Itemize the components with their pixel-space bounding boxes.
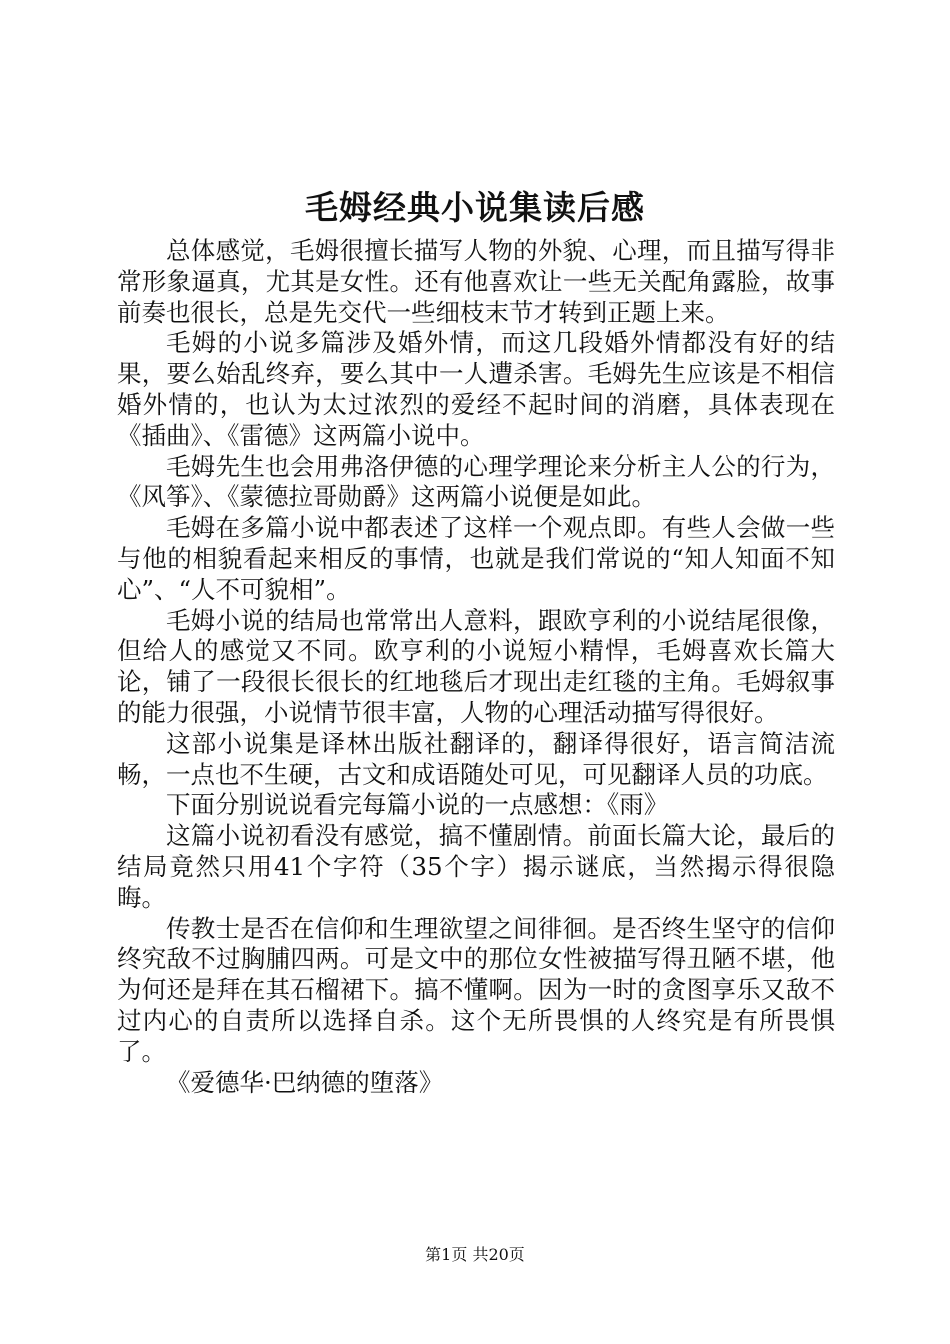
paragraph: 总体感觉，毛姆很擅长描写人物的外貌、心理，而且描写得非常形象逼真，尤其是女性。还有他喜欢让一些无关配角露脸，故事前奏也很长，总是先交代一些细枝末节才转到正题上来。 [117,236,835,327]
document-body [117,236,835,1098]
document-title: 毛姆经典小说集读后感 [305,188,645,227]
paragraph: 毛姆小说的结局也常常出人意料，跟欧亨利的小说结尾很像，但给人的感觉又不同。欧亨利的小说短小精悍，毛姆喜欢长篇大论，铺了一段很长很长的红地毯后才现出走红毯的主角。毛姆叙事的能力很强，小说情节很丰富，人物的心理活动描写得很好。 [117,605,835,727]
paragraph: 《爱德华·巴纳德的堕落》 [166,1067,444,1097]
paragraph: 传教士是否在信仰和生理欲望之间徘徊。是否终生坚守的信仰终究敌不过胸脯四两。可是文中的那位女性被描写得丑陋不堪，他为何还是拜在其石榴裙下。搞不懂啊。因为一时的贪图享乐又敌不过内心的自责所以选择自杀。这个无所畏惧的人终究是有所畏惧了。 [117,913,835,1066]
paragraph: 毛姆的小说多篇涉及婚外情，而这几段婚外情都没有好的结果，要么始乱终弃，要么其中一人遭杀害。毛姆先生应该是不相信婚外情的，也认为太过浓烈的爱经不起时间的消磨，具体表现在《插曲》、《雷德》这两篇小说中。 [117,328,835,450]
page-footer [0,1244,950,1266]
paragraph: 下面分别说说看完每篇小说的一点感想：《雨》 [166,790,669,820]
paragraph: 这部小说集是译林出版社翻译的，翻译得很好，语言简洁流畅，一点也不生硬，古文和成语随处可见，可见翻译人员的功底。 [117,728,835,789]
page-number: 第1页 共20页 [425,1245,525,1264]
paragraph: 这篇小说初看没有感觉，搞不懂剧情。前面长篇大论，最后的结局竟然只用41个字符（35个字）揭示谜底，当然揭示得很隐晦。 [117,821,835,912]
paragraph: 毛姆在多篇小说中都表述了这样一个观点即。有些人会做一些与他的相貌看起来相反的事情，也就是我们常说的“知人知面不知心”、“人不可貌相”。 [117,513,835,604]
paragraph: 毛姆先生也会用弗洛伊德的心理学理论来分析主人公的行为，《风筝》、《蒙德拉哥勋爵》这两篇小说便是如此。 [117,451,835,512]
